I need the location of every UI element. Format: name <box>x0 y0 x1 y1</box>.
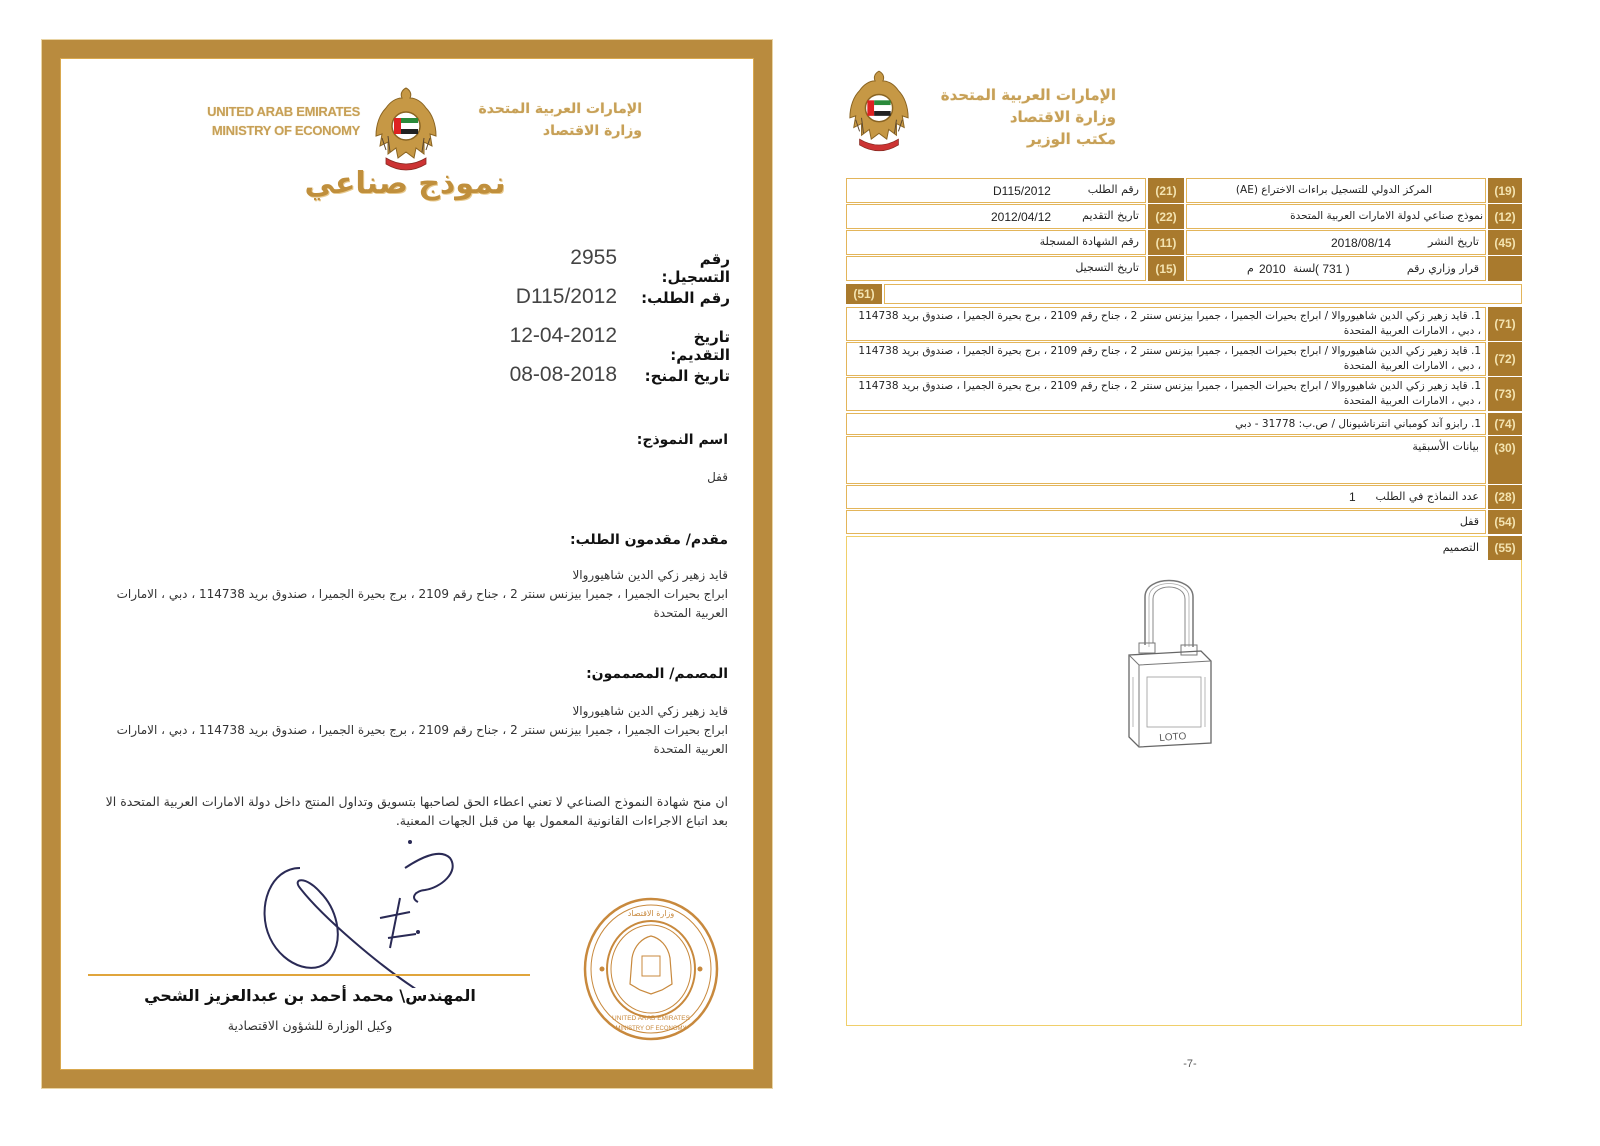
code-28: (28) <box>1488 485 1522 509</box>
signer-name: المهندس\ محمد أحمد بن عبدالعزيز الشحي <box>144 986 476 1005</box>
code-45: (45) <box>1488 230 1522 255</box>
field-value: 12-04-2012 <box>509 324 617 347</box>
applicant-name: قايد زهير زكي الدين شاهيوروالا <box>572 568 728 582</box>
row-73 <box>846 377 1486 411</box>
gazette-header-line-2: وزارة الاقتصاد <box>1009 108 1116 126</box>
row-text: نموذج صناعي لدولة الامارات العربية المتحدة <box>1290 210 1483 222</box>
code-73: (73) <box>1488 377 1522 411</box>
signer-role: وكيل الوزارة للشؤون الاقتصادية <box>227 1018 393 1033</box>
ministry-ar-line-2: وزارة الاقتصاد <box>542 123 642 139</box>
row-label: رقم الشهادة المسجلة <box>1039 235 1139 248</box>
row-label: قرار وزاري رقم <box>1406 262 1479 275</box>
code-74: (74) <box>1488 413 1522 435</box>
applicant-text: 1. قايد زهير زكي الدين شاهيوروالا / ابراج بحيرات الجميرا ، جميرا بيزنس سنتر 2 ، جناح رقم 2109 ، برج بحيرة الجميرا ، صندوق بريد 114738 ، دبي ، الامارات العربية المتحدة <box>858 380 1481 407</box>
code-54: (54) <box>1488 510 1522 534</box>
applicant-address: ابراج بحيرات الجميرا ، جميرا بيزنس سنتر 2 ، جناح رقم 2109 ، برج بحيرة الجميرا ، صندوق بريد 114738 ، دبي ، الامارات العربية المتحدة <box>116 587 728 620</box>
designer-address: ابراج بحيرات الجميرا ، جميرا بيزنس سنتر 2 ، جناح رقم 2109 ، برج بحيرة الجميرا ، صندوق بريد 114738 ، دبي ، الامارات العربية المتحدة <box>116 723 728 756</box>
field-value: 2955 <box>570 246 617 269</box>
designer-text: 1. قايد زهير زكي الدين شاهيوروالا / ابراج بحيرات الجميرا ، جميرا بيزنس سنتر 2 ، جناح رقم 2109 ، برج بحيرة الجميرا ، صندوق بريد 114738 ، دبي ، الامارات العربية المتحدة <box>858 345 1481 372</box>
seal-bottom-text-2: MINISTRY OF ECONOMY <box>615 1026 687 1032</box>
row-12 <box>1186 204 1486 229</box>
row-55-design-box <box>846 536 1522 1026</box>
disclaimer-text: ان منح شهادة النموذج الصناعي لا تعني اعطاء الحق لصاحبها بتسويق وتداول المنتج داخل دولة الامارات العربية المتحدة الا بعد اتباع الاجراءات القانونية المعمول بها من قبل الجهات المعنية. <box>105 794 728 828</box>
code-21: (21) <box>1148 178 1184 203</box>
model-name-label: اسم النموذج: <box>636 432 728 448</box>
certificate-title: نموذج صناعي <box>304 166 506 201</box>
row-label: تاريخ التسجيل <box>1075 261 1139 274</box>
row-54 <box>846 510 1486 534</box>
ministry-line-1: UNITED ARAB EMIRATES <box>207 104 360 119</box>
uae-emblem-icon <box>846 66 912 156</box>
field-value: 08-08-2018 <box>509 363 617 386</box>
code-blank <box>1488 256 1522 281</box>
decree-year: 2010 <box>1259 262 1286 276</box>
row-45 <box>1186 230 1486 255</box>
code-30: (30) <box>1488 436 1522 484</box>
row-71 <box>846 307 1486 341</box>
field-label: رقم الطلب: <box>641 289 730 307</box>
row-label: رقم الطلب <box>1087 183 1139 196</box>
decree-number: ( 731 ) <box>1315 262 1350 276</box>
row-19 <box>1186 178 1486 203</box>
agent-text: 1. رابزو آند كومباني انترناشيونال / ص.ب: 31778 - دبي <box>1235 418 1481 430</box>
seal-bottom-text: UNITED ARAB EMIRATES <box>612 1015 690 1022</box>
row-15 <box>846 256 1146 281</box>
row-label: تاريخ التقديم <box>1082 209 1139 222</box>
field-value: D115/2012 <box>515 285 617 308</box>
gazette-header-line-3: مكتب الوزير <box>1026 130 1116 148</box>
code-12: (12) <box>1488 204 1522 229</box>
code-71: (71) <box>1488 307 1522 341</box>
owner-text: 1. قايد زهير زكي الدين شاهيوروالا / ابراج بحيرات الجميرا ، جميرا بيزنس سنتر 2 ، جناح رقم 2109 ، برج بحيرة الجميرا ، صندوق بريد 114738 ، دبي ، الامارات العربية المتحدة <box>858 310 1481 337</box>
code-11: (11) <box>1148 230 1184 255</box>
filing-date: 2012/04/12 <box>991 210 1052 224</box>
model-name-value: قفل <box>707 470 728 484</box>
product-title: قفل <box>1459 515 1479 528</box>
applicants-label: مقدم/ مقدمون الطلب: <box>569 532 728 548</box>
priority-label: بيانات الأسبقية <box>1412 440 1479 453</box>
row-22 <box>846 204 1146 229</box>
code-22: (22) <box>1148 204 1184 229</box>
row-74 <box>846 413 1486 435</box>
application-number: D115/2012 <box>993 184 1051 198</box>
decree-year-suffix: م <box>1247 262 1254 275</box>
row-51 <box>884 284 1522 304</box>
row-30 <box>846 436 1486 484</box>
row-72 <box>846 342 1486 376</box>
row-text: المركز الدولي للتسجيل براءات الاختراع (AE) <box>1235 184 1433 196</box>
code-51: (51) <box>846 284 882 304</box>
field-label: تاريخ المنح: <box>644 367 730 385</box>
ministry-ar-line-1: الإمارات العربية المتحدة <box>478 101 642 117</box>
row-label: تاريخ النشر <box>1428 235 1479 248</box>
code-19: (19) <box>1488 178 1522 203</box>
model-count-label: عدد النماذج في الطلب <box>1375 490 1479 503</box>
gazette-header <box>920 84 1116 150</box>
designer-name: قايد زهير زكي الدين شاهيوروالا <box>572 704 728 718</box>
seal-top-text: وزارة الاقتصاد <box>627 909 675 918</box>
field-label: تاريخ التقديم: <box>670 328 730 364</box>
row-11 <box>846 230 1146 255</box>
row-28 <box>846 485 1486 509</box>
field-label: رقم التسجيل: <box>661 250 730 286</box>
publication-date: 2018/08/14 <box>1331 236 1392 250</box>
decree-year-label: لسنة <box>1293 262 1316 275</box>
code-72: (72) <box>1488 342 1522 376</box>
code-55: (55) <box>1488 536 1522 560</box>
page-number: -7- <box>1183 1058 1197 1070</box>
code-15: (15) <box>1148 256 1184 281</box>
row-decree <box>1186 256 1486 281</box>
ministry-line-2: MINISTRY OF ECONOMY <box>211 123 360 138</box>
design-label: التصميم <box>1442 541 1479 554</box>
gazette-header-line-1: الإمارات العربية المتحدة <box>940 86 1116 104</box>
model-count-value: 1 <box>1349 490 1356 504</box>
padlock-drawing-icon <box>1119 567 1219 751</box>
row-21 <box>846 178 1146 203</box>
designers-label: المصمم/ المصممون: <box>586 666 728 682</box>
padlock-label-text: LOTO <box>1158 731 1187 744</box>
